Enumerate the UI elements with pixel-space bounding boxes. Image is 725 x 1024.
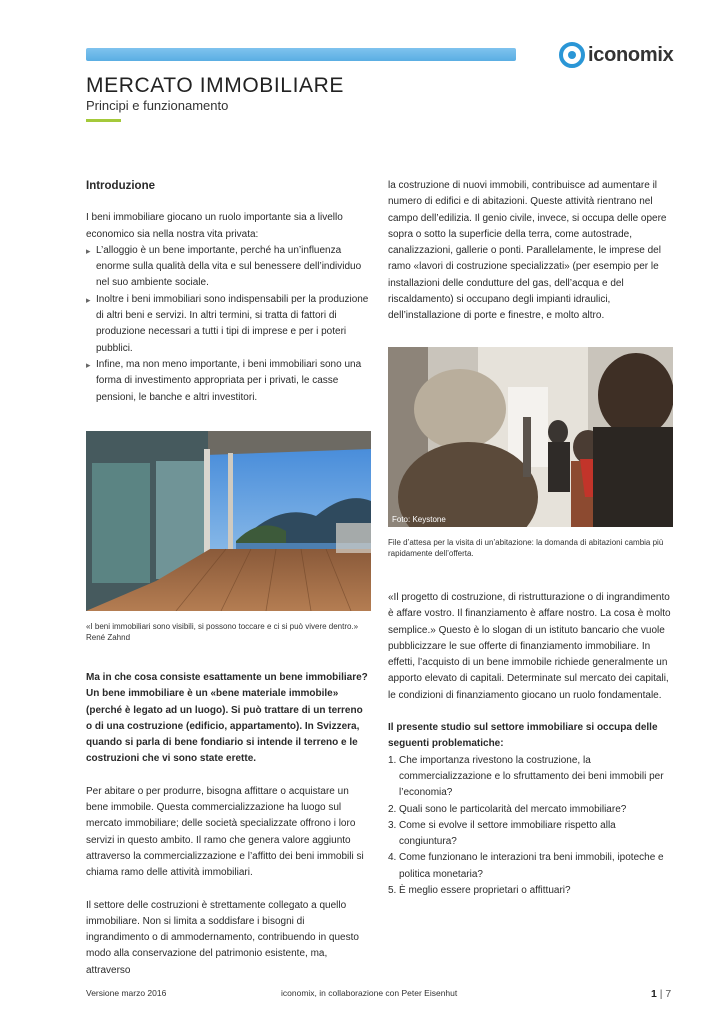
bullet-item: ▸ L’alloggio è un bene importante, perché ha un’influenza enorme sulla qualità della vita e sul benessere dell’individuo nel suo ambiente sociale.	[86, 243, 370, 292]
question-item: 2. Quali sono le particolarità del mercato immobiliare?	[388, 803, 627, 815]
left-column-top	[86, 178, 370, 406]
footer-version: Versione marzo 2016	[86, 988, 167, 998]
construction-continued-paragraph: la costruzione di nuovi immobili, contribuisce ad aumentare il numero di edifici e di abitazioni. Queste attività rientrano nel campo dell’edilizia. Il genio civile, invece, si occupa delle opere sopra o sotto la superficie della terra, come autostrade, canalizzazioni, gallerie o ponti. Parallelamente, le imprese del ramo «lavori di costruzione specializzati» (per esempio per le installazioni delle condutture del gas, dell’acqua e del riscaldamento) si occupano degli impianti idraulici, dell’installazione di porte e finestre, e molto altro.	[388, 180, 667, 322]
left-column-bottom	[86, 670, 370, 979]
title-accent-line	[86, 119, 121, 122]
intro-bullet-list	[86, 243, 370, 406]
logo-wordmark: iconomix	[588, 43, 674, 66]
logo-ring-icon	[559, 42, 585, 68]
iconomix-logo	[559, 42, 673, 68]
right-column-top	[388, 178, 673, 325]
terrace-photo-caption: «I beni immobiliari sono visibili, si possono toccare e ci si può vivere dentro.» René Zahnd	[86, 622, 359, 642]
right-column-bottom	[388, 590, 673, 899]
photo-credit: Foto: Keystone	[392, 515, 446, 524]
construction-paragraph: Il settore delle costruzioni è strettamente collegato a quello immobiliare. Non si limita a soddisfare i bisogni di ingrandimento o di ammodernamento, contribuendo in questo modo alla conservazione del patrimonio esistente, ma, attraverso	[86, 899, 359, 976]
intro-paragraph: I beni immobiliare giocano un ruolo importante sia a livello economico sia nella nostra vita privata:	[86, 212, 343, 240]
footer-credit: iconomix, in collaborazione con Peter Eisenhut	[281, 988, 458, 998]
financing-paragraph: «Il progetto di costruzione, di ristrutturazione o di ingrandimento è affare vostro. Il finanziamento è affare nostro. La cosa è molto semplice.» Questo è lo slogan di un istituto bancario che vuole pubblicizzare le sue offerte di finanziamento immobiliare. In effetti, l’acquisto di un bene immobile richiede generalmente un apporto elevato di capitali. Determinate sul mercato dei capitali, le condizioni di finanziamento giocano un ruolo fondamentale.	[388, 592, 671, 701]
page-separator: |	[659, 988, 663, 1000]
viewing-queue-photo	[388, 347, 673, 527]
bullet-item: ▸ Inoltre i beni immobiliari sono indispensabili per la produzione di altri beni e servizi. In altri termini, si tratta di fattori di produzione necessari a tutti i tipi di imprese e per i poteri pubblici.	[86, 292, 370, 357]
terrace-photo	[86, 431, 371, 611]
questions-list	[388, 753, 673, 900]
header-color-bar	[86, 48, 516, 61]
page-title: MERCATO IMMOBILIARE	[86, 74, 344, 97]
question-item: 1. Che importanza rivestono la costruzione, la commercializzazione e lo sfruttamento dei beni immobili per l’economia?	[388, 754, 664, 799]
question-item: 4. Come funzionano le interazioni tra beni immobili, ipoteche e politica monetaria?	[388, 852, 664, 880]
page-subtitle: Principi e funzionamento	[86, 98, 229, 113]
total-pages: 7	[665, 988, 672, 1000]
questions-heading: Il presente studio sul settore immobiliare si occupa delle seguenti problematiche:	[388, 722, 658, 750]
question-item: 3. Come si evolve il settore immobiliare rispetto alla congiuntura?	[388, 819, 616, 848]
page-number	[651, 988, 671, 1000]
bullet-item: ▸ Infine, ma non meno importante, i beni immobiliari sono una forma di investimento appropriata per i privati, le casse pensioni, le banche e altri investitori.	[86, 357, 370, 406]
market-paragraph: Per abitare o per produrre, bisogna affittare o acquistare un bene immobile. Questa commercializzazione ha luogo sul mercato immobiliare; delle società specializzate offrono i loro servizi in questo ambito. Il ramo che genera valore aggiunto attraverso la commercializzazione e l’affitto dei beni immobili si chiama ramo delle attività immobiliari.	[86, 785, 364, 879]
section-heading-intro: Introduzione	[86, 180, 155, 192]
definition-paragraph: Ma in che cosa consiste esattamente un bene immobiliare? Un bene immobiliare è un «bene materiale immobile» (perché è legato ad un luogo). Si può trattare di un terreno o di una costruzione (edificio, appartamento). In Svizzera, quando si parla di bene fondiario si intende il terreno e le costruzioni che vi sono state erette.	[86, 672, 368, 765]
viewing-photo-caption: File d’attesa per la visita di un’abitazione: la domanda di abitazioni cambia più rapidamente dell’offerta.	[388, 538, 664, 558]
current-page: 1	[651, 988, 657, 1000]
question-item: 5. È meglio essere proprietari o affittuari?	[388, 885, 571, 897]
